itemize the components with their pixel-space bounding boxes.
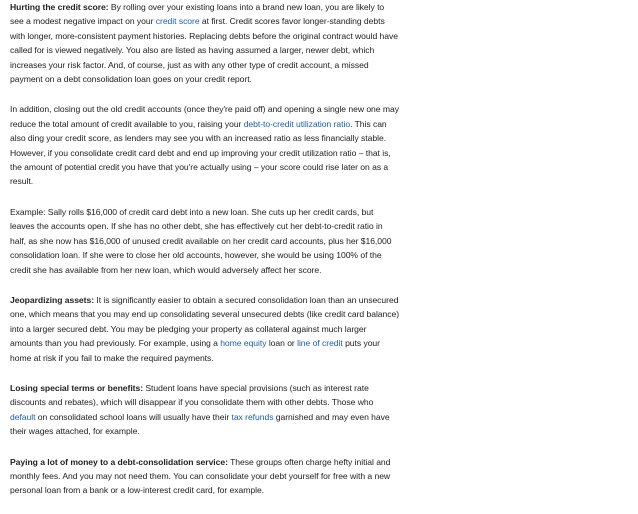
paragraph-text: at first. Credit scores favor longer-standing debts with longer, more-consistent payment histories. Replacing debts before the original contract would have called for is viewed negatively. You also are listed as having assumed a larger, newer debt, which increases your risk factor. And, of course, just as with any other type of credit account, a missed payment on a debt consolidation loan goes on your credit report. — [10, 16, 398, 85]
paragraph-text: . This can also ding your credit score, as lenders may see you with an increased ratio as less financially stable. However, if you consolidate credit card debt and end up improving your credit utilization ratio – that is, the amount of potential credit you have that you're actually using – your score could rise later on as a result. — [10, 118, 391, 187]
paragraph-text: Example: Sally rolls $16,000 of credit card debt into a new loan. She cuts up her credit cards, but leaves the accounts open. If she has no other debt, she has effectively cut her debt-to-credit ratio in half, as she now has $16,000 of unused credit available on her credit card accounts, plus her $16,000 consolidation loan. If she were to close her old accounts, however, she would be using 100% of the credit she has available from her new loan, which would adversely affect her score. — [10, 206, 392, 275]
paragraph-text: on consolidated school loans will usually have their — [35, 411, 232, 422]
home-equity-link[interactable]: home equity — [220, 338, 267, 349]
paragraph-debt-consolidation-service — [10, 455, 400, 498]
paragraph-jeopardizing-assets — [10, 293, 400, 365]
paragraph-text: garnished and may even have their wages attached, for example. — [10, 411, 390, 437]
paragraph-text: loan or — [266, 338, 298, 349]
paragraph-text: In addition, closing out the old credit accounts (once they're paid off) and opening a single new one may reduce the total amount of credit available to you, raising your — [10, 104, 399, 129]
paragraph-example-sally — [10, 205, 400, 277]
tax-refunds-link[interactable]: tax refunds — [231, 411, 274, 422]
paragraph-text: It is significantly easier to obtain a secured consolidation loan than an unsecured one, which means that you may end up consolidating several unsecured debts (like credit card balance) into a larger secured debt. You may be pledging your property as collateral against much larger amounts than you had previously. For example, using a — [10, 294, 400, 349]
credit-score-link[interactable]: credit score — [155, 16, 200, 27]
line-of-credit-link[interactable]: line of credit — [297, 338, 343, 349]
paragraph-losing-special-terms — [10, 381, 400, 439]
paragraph-text: puts your home at risk if you fail to make the required payments. — [10, 338, 380, 363]
lead-jeopardizing-assets: Jeopardizing assets: — [10, 294, 95, 305]
lead-losing-special-terms: Losing special terms or benefits: — [10, 382, 144, 393]
article-body — [10, 0, 400, 514]
default-link[interactable]: default — [10, 411, 36, 422]
debt-to-credit-ratio-link[interactable]: debt-to-credit utilization ratio — [243, 118, 351, 129]
lead-debt-consolidation-service: Paying a lot of money to a debt-consolidation service: — [10, 456, 228, 467]
paragraph-text: Student loans have special provisions (such as interest rate discounts and rebates), which will disappear if you consolidate them with other debts. Those who — [10, 382, 374, 408]
paragraph-text: These groups often charge hefty initial and monthly fees. And you may not need them. You can consolidate your debt yourself for free with a new personal loan from a bank or a low-interest credit card, for example. — [10, 456, 391, 496]
lead-hurting-credit-score: Hurting the credit score: — [10, 2, 109, 12]
paragraph-hurting-credit-score — [10, 0, 400, 86]
paragraph-closing-accounts — [10, 102, 400, 188]
paragraph-text: By rolling over your existing loans into a brand new loan, you are likely to see a modest negative impact on your — [10, 2, 385, 27]
